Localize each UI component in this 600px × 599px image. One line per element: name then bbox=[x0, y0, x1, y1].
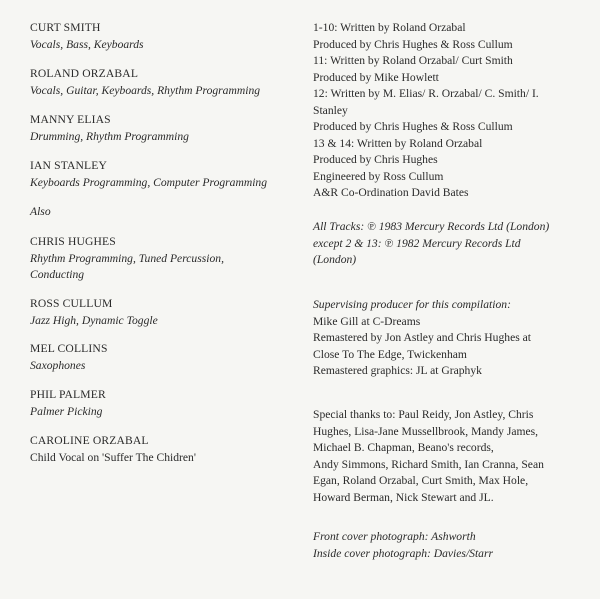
also-label: Also bbox=[30, 205, 51, 218]
guest-roles: Rhythm Programming, Tuned Percussion, bbox=[30, 251, 224, 265]
thanks-line: Hughes, Lisa-Jane Mussellbrook, Mandy James, bbox=[313, 424, 539, 438]
member-name: ROLAND ORZABAL bbox=[30, 67, 139, 80]
also-heading bbox=[30, 204, 292, 221]
credit-line: 13 & 14: Written by Roland Orzabal bbox=[313, 136, 483, 150]
remaster-credits bbox=[313, 297, 581, 380]
member-roles: Keyboards Programming, Computer Programming bbox=[30, 175, 268, 189]
guest-phil-palmer bbox=[30, 387, 292, 420]
member-roles: Vocals, Guitar, Keyboards, Rhythm Programming bbox=[30, 83, 261, 97]
thanks-line: Special thanks to: Paul Reidy, Jon Astley, Chris bbox=[313, 408, 534, 421]
credit-line: Engineered by Ross Cullum bbox=[313, 169, 444, 183]
guest-name: ROSS CULLUM bbox=[30, 297, 113, 310]
supervising-line: Close To The Edge, Twickenham bbox=[313, 347, 467, 361]
guest-caroline-orzabal bbox=[30, 433, 292, 466]
credit-line: Stanley bbox=[313, 103, 348, 117]
photo-credits bbox=[313, 529, 581, 562]
member-name: CURT SMITH bbox=[30, 21, 101, 34]
credit-line: Produced by Chris Hughes & Ross Cullum bbox=[313, 37, 513, 51]
guest-roles: Saxophones bbox=[30, 358, 86, 372]
guest-name: CAROLINE ORZABAL bbox=[30, 434, 149, 447]
supervising-line: Mike Gill at C-Dreams bbox=[313, 314, 421, 328]
guest-roles: Jazz High, Dynamic Toggle bbox=[30, 313, 158, 327]
thanks-line: Egan, Roland Orzabal, Curt Smith, Max Hole, bbox=[313, 474, 529, 487]
credit-line: 1-10: Written by Roland Orzabal bbox=[313, 21, 466, 34]
guest-name: CHRIS HUGHES bbox=[30, 235, 116, 248]
member-roles: Drumming, Rhythm Programming bbox=[30, 129, 189, 143]
member-name: MANNY ELIAS bbox=[30, 113, 111, 126]
guest-roles: Palmer Picking bbox=[30, 404, 103, 418]
photo-credit-line: Inside cover photograph: Davies/Starr bbox=[313, 546, 493, 560]
credit-line: A&R Co-Ordination David Bates bbox=[313, 186, 469, 199]
thanks-line: Michael B. Chapman, Beano's records, bbox=[313, 441, 494, 454]
member-manny-elias bbox=[30, 112, 292, 145]
thanks-line: Howard Berman, Nick Stewart and JL. bbox=[313, 490, 494, 504]
supervising-line: Remastered by Jon Astley and Chris Hughes at bbox=[313, 331, 531, 344]
production-credits bbox=[313, 20, 581, 202]
guest-name: MEL COLLINS bbox=[30, 342, 108, 355]
member-curt-smith bbox=[30, 20, 292, 53]
guest-roles: Conducting bbox=[30, 268, 85, 281]
copyright-notice bbox=[313, 219, 581, 269]
thanks-line: Andy Simmons, Richard Smith, Ian Cranna, Sean bbox=[313, 457, 544, 471]
member-roland-orzabal bbox=[30, 66, 292, 99]
guest-name: PHIL PALMER bbox=[30, 388, 106, 401]
credit-line: Produced by Chris Hughes bbox=[313, 153, 438, 166]
member-ian-stanley bbox=[30, 158, 292, 191]
copyright-line: All Tracks: ℗ 1983 Mercury Records Ltd (London) bbox=[313, 220, 550, 233]
supervising-line: Supervising producer for this compilation: bbox=[313, 298, 511, 311]
credit-line: Produced by Mike Howlett bbox=[313, 70, 439, 84]
copyright-line: except 2 & 13: ℗ 1982 Mercury Records Ltd bbox=[313, 236, 521, 250]
guest-mel-collins bbox=[30, 341, 292, 374]
guest-chris-hughes bbox=[30, 234, 292, 284]
guest-roles: Child Vocal on 'Suffer The Chidren' bbox=[30, 450, 196, 464]
supervising-line: Remastered graphics: JL at Graphyk bbox=[313, 364, 482, 377]
member-roles: Vocals, Bass, Keyboards bbox=[30, 37, 144, 51]
member-name: IAN STANLEY bbox=[30, 159, 108, 172]
credit-line: 11: Written by Roland Orzabal/ Curt Smith bbox=[313, 54, 513, 67]
copyright-line: (London) bbox=[313, 253, 357, 266]
credit-line: 12: Written by M. Elias/ R. Orzabal/ C. Smith/ I. bbox=[313, 87, 539, 100]
special-thanks bbox=[313, 407, 581, 506]
photo-credit-line: Front cover photograph: Ashworth bbox=[313, 530, 476, 543]
credit-line: Produced by Chris Hughes & Ross Cullum bbox=[313, 120, 513, 133]
guest-ross-cullum bbox=[30, 296, 292, 329]
